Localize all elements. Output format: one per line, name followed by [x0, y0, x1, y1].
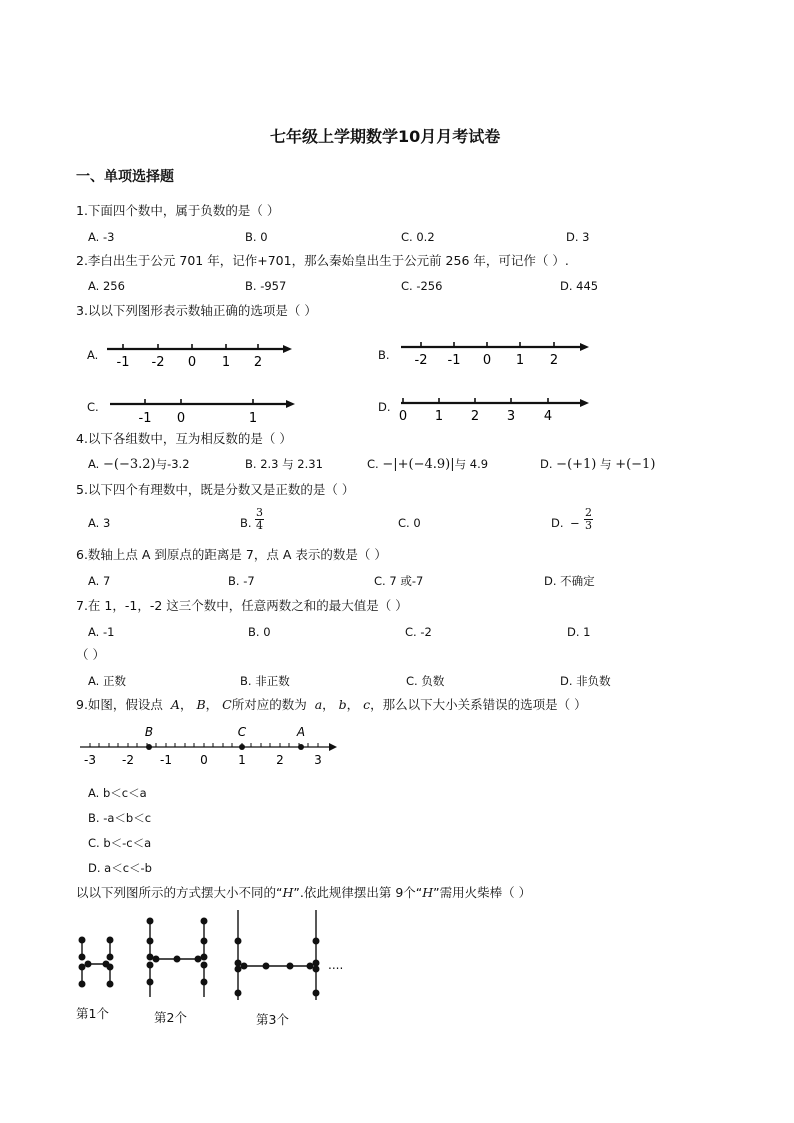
numerator: 2: [585, 506, 592, 519]
option-c: C. -2: [405, 625, 432, 639]
tick-label: 1: [434, 409, 444, 424]
number-line-a: [105, 340, 305, 370]
tick-label: 0: [200, 753, 208, 767]
option-d-label: D.: [551, 516, 564, 530]
question-stem: 9.如图，假设点 A， B， C所对应的数为 a， b， c，那么以下大小关系错误的选项是（ ）: [76, 697, 587, 712]
point-b-dot: [146, 744, 152, 750]
tick-label: 1: [221, 355, 231, 370]
question-stem: 7.在 1，-1，-2 这三个数中，任意两数之和的最大值是（ ）: [76, 598, 408, 613]
option-a: A. 正数: [88, 674, 126, 688]
option-c: [367, 456, 488, 473]
option-text: 与 4.9: [454, 457, 489, 471]
question-stem: 6.数轴上点 A 到原点的距离是 7，点 A 表示的数是（ ）: [76, 547, 387, 562]
option-text: 与: [600, 457, 612, 471]
math-expression: +(−1): [615, 457, 656, 472]
tick-label: 1: [515, 353, 525, 368]
section-heading: 一、单项选择题: [76, 169, 174, 185]
option-b: B. 2.3 与 2.31: [245, 457, 323, 471]
tick-label: -1: [160, 753, 172, 767]
option-a: A. b＜c＜a: [88, 786, 147, 800]
figure-caption-1: 第1个: [76, 1006, 109, 1021]
option-b: B. -957: [245, 279, 287, 293]
option-text: 与-3.2: [155, 457, 190, 471]
option-b: B. 非正数: [240, 674, 290, 688]
tick-label: 3: [506, 409, 516, 424]
point-c-dot: [239, 744, 245, 750]
question-stem: [76, 885, 531, 901]
option-c: C. 0: [398, 516, 421, 530]
fraction-two-thirds: [584, 507, 593, 532]
tick-label: -1: [116, 355, 130, 370]
stem-text: ，那么以下大小关系错误的选项是（ ）: [370, 697, 587, 712]
option-c: C. 7 或-7: [374, 574, 424, 588]
option-b: B. -7: [228, 574, 255, 588]
option-b: B. -a＜b＜c: [88, 811, 152, 825]
stem-text: 9.如图，假设点: [76, 697, 163, 712]
math-expression: −(+1): [556, 457, 597, 472]
tick-label: -2: [122, 753, 134, 767]
letter-h: H: [422, 885, 434, 900]
option-b: B. 0: [248, 625, 271, 639]
question-stem: 4.以下各组数中，互为相反数的是（ ）: [76, 431, 292, 446]
tick-label: -1: [447, 353, 461, 368]
option-c: C. 0.2: [401, 230, 435, 244]
option-a: A. -3: [88, 230, 115, 244]
stem-text: 所对应的数为: [231, 697, 307, 712]
option-a: A. 3: [88, 516, 111, 530]
variable-symbol: a: [314, 697, 323, 712]
continuation-dots: ....: [328, 958, 344, 972]
variable-symbol: c: [363, 697, 371, 712]
tick-label: 0: [482, 353, 492, 368]
tick-label: -1: [138, 411, 152, 426]
option-d: D. 445: [560, 279, 599, 293]
question-stem: 2.李白出生于公元 701 年，记作+701，那么秦始皇出生于公元前 256 年，可记作（ ）.: [76, 253, 569, 268]
tick-label: 2: [253, 355, 263, 370]
option-a: A.: [87, 348, 99, 362]
tick-label: 2: [549, 353, 559, 368]
question-stem: 5.以下四个有理数中，既是分数又是正数的是（ ）: [76, 482, 355, 497]
tick-label: 4: [543, 409, 553, 424]
option-d: D. 1: [567, 625, 591, 639]
figure-caption-2: 第2个: [154, 1010, 187, 1025]
minus-sign: −: [570, 516, 580, 530]
option-a: [88, 456, 190, 473]
point-label-a: A: [296, 725, 306, 739]
tick-label: -3: [84, 753, 96, 767]
number-line-figure: [78, 722, 348, 772]
point-symbol: B: [196, 697, 206, 712]
stem-text: 以以下列图所示的方式摆大小不同的“: [76, 885, 283, 900]
numerator: 3: [256, 506, 263, 519]
tick-label: -2: [151, 355, 165, 370]
figure-caption-3: 第3个: [256, 1012, 289, 1027]
option-label: D.: [540, 457, 553, 471]
math-expression: −|+(−4.9)|: [382, 457, 455, 472]
question-stem: 1.下面四个数中，属于负数的是（ ）: [76, 203, 280, 218]
tick-label: 2: [470, 409, 480, 424]
stem-text: ”需用火柴棒（ ）: [433, 885, 532, 900]
tick-label: 1: [238, 753, 246, 767]
option-d: D. 不确定: [544, 574, 595, 588]
number-line-c: [108, 395, 308, 425]
point-symbol: A: [170, 697, 180, 712]
tick-label: 0: [187, 355, 197, 370]
option-c: C. 负数: [406, 674, 445, 688]
option-d: D. a＜c＜-b: [88, 861, 152, 875]
point-label-b: B: [144, 725, 154, 739]
h-figure-1: [79, 937, 113, 987]
tick-label: 0: [398, 409, 408, 424]
variable-symbol: b: [338, 697, 347, 712]
option-d: D.: [378, 400, 391, 414]
point-label-c: C: [237, 725, 247, 739]
question-stem: 3.以以下列图形表示数轴正确的选项是（ ）: [76, 303, 317, 318]
option-c: C. -256: [401, 279, 443, 293]
stem-text: ”.依此规律摆出第 9个“: [293, 885, 423, 900]
math-expression: −(−3.2): [102, 457, 156, 472]
tick-label: 3: [314, 753, 322, 767]
denominator: 4: [256, 519, 263, 532]
point-symbol: C: [222, 697, 232, 712]
option-a: A. 256: [88, 279, 125, 293]
tick-label: -2: [414, 353, 428, 368]
h-figure-3: [235, 910, 319, 1000]
option-d: [540, 456, 655, 473]
option-b: B. 0: [245, 230, 268, 244]
tick-label: 0: [176, 411, 186, 426]
letter-h: H: [282, 885, 294, 900]
option-b-label: B.: [240, 516, 252, 530]
option-b: B.: [378, 348, 390, 362]
option-d: D. 3: [566, 230, 590, 244]
tick-label: 1: [248, 411, 258, 426]
fraction-three-quarters: [255, 507, 264, 532]
number-line-d: [399, 394, 599, 424]
matchstick-h-figures: [70, 905, 360, 1005]
option-d: D. 非负数: [560, 674, 611, 688]
question-stem: （ ）: [76, 647, 105, 662]
option-c: C.: [87, 400, 99, 414]
h-figure-2: [147, 918, 207, 997]
denominator: 3: [585, 519, 592, 532]
exam-title: 七年级上学期数学10月月考试卷: [270, 127, 501, 146]
option-a: A. 7: [88, 574, 111, 588]
tick-label: 2: [276, 753, 284, 767]
number-line-b: [399, 338, 599, 368]
option-label: A.: [88, 457, 100, 471]
option-c: C. b＜-c＜a: [88, 836, 152, 850]
point-a-dot: [298, 744, 304, 750]
option-label: C.: [367, 457, 379, 471]
option-a: A. -1: [88, 625, 115, 639]
